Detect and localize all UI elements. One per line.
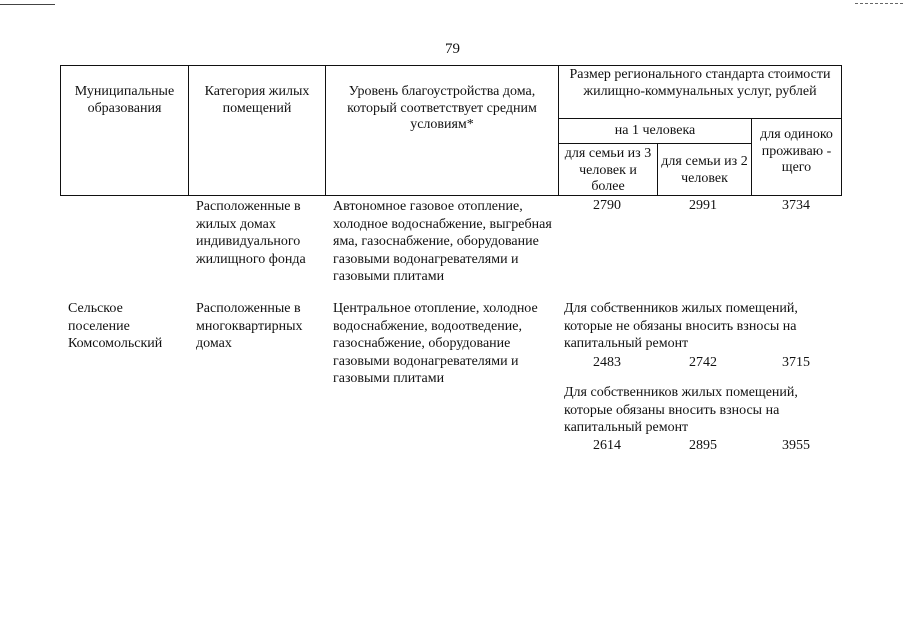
header-family-3: для семьи из 3 человек и более [564, 146, 652, 194]
header-divider [325, 65, 326, 196]
header-single: для одиноко проживаю - щего [760, 127, 833, 175]
row2-group2-note: Для собственников жилых помещений, которые обязаны вносить взносы на капитальный ремонт [564, 385, 798, 435]
header-level: Уровень благоустройства дома, который соответствует средним условиям* [347, 84, 537, 132]
row2-group1-value-family3: 2483 [593, 355, 621, 370]
header-divider [558, 143, 751, 144]
header-municipality: Муниципальные образования [74, 84, 175, 116]
header-per-person: на 1 человека [614, 123, 696, 138]
row2-group2-value-family2: 2895 [689, 438, 717, 453]
row2-municipality: Сельское поселение Комсомольский [68, 301, 163, 351]
scan-artifact-line [855, 3, 903, 4]
row2-group2-value-family3: 2614 [593, 438, 621, 453]
header-divider [558, 118, 842, 119]
row2-level: Центральное отопление, холодное водоснабжение, водоотведение, газоснабжение, оборудование газовыми водонагревателями и газовыми плитами [333, 301, 538, 386]
row1-value-single: 3734 [782, 198, 810, 213]
row2-group2-value-single: 3955 [782, 438, 810, 453]
header-family-2: для семьи из 2 человек [661, 154, 748, 186]
row2-group1-value-single: 3715 [782, 355, 810, 370]
header-divider [657, 143, 658, 196]
row1-value-family2: 2991 [689, 198, 717, 213]
scan-artifact-line [0, 4, 55, 5]
row1-value-family3: 2790 [593, 198, 621, 213]
row2-group1-note: Для собственников жилых помещений, которые не обязаны вносить взносы на капитальный ремонт [564, 301, 798, 351]
row1-level: Автономное газовое отопление, холодное водоснабжение, выгребная яма, газоснабжение, оборудование газовыми водонагревателями и газовыми плитами [333, 199, 552, 284]
row1-category: Расположенные в жилых домах индивидуального жилищного фонда [196, 199, 306, 267]
header-standard-title: Размер регионального стандарта стоимости жилищно-коммунальных услуг, рублей [569, 67, 831, 99]
row2-category: Расположенные в многоквартирных домах [196, 301, 303, 351]
header-divider [751, 118, 752, 196]
page-number: 79 [445, 41, 460, 57]
header-divider [188, 65, 189, 196]
row2-group1-value-family2: 2742 [689, 355, 717, 370]
header-category: Категория жилых помещений [204, 84, 310, 116]
